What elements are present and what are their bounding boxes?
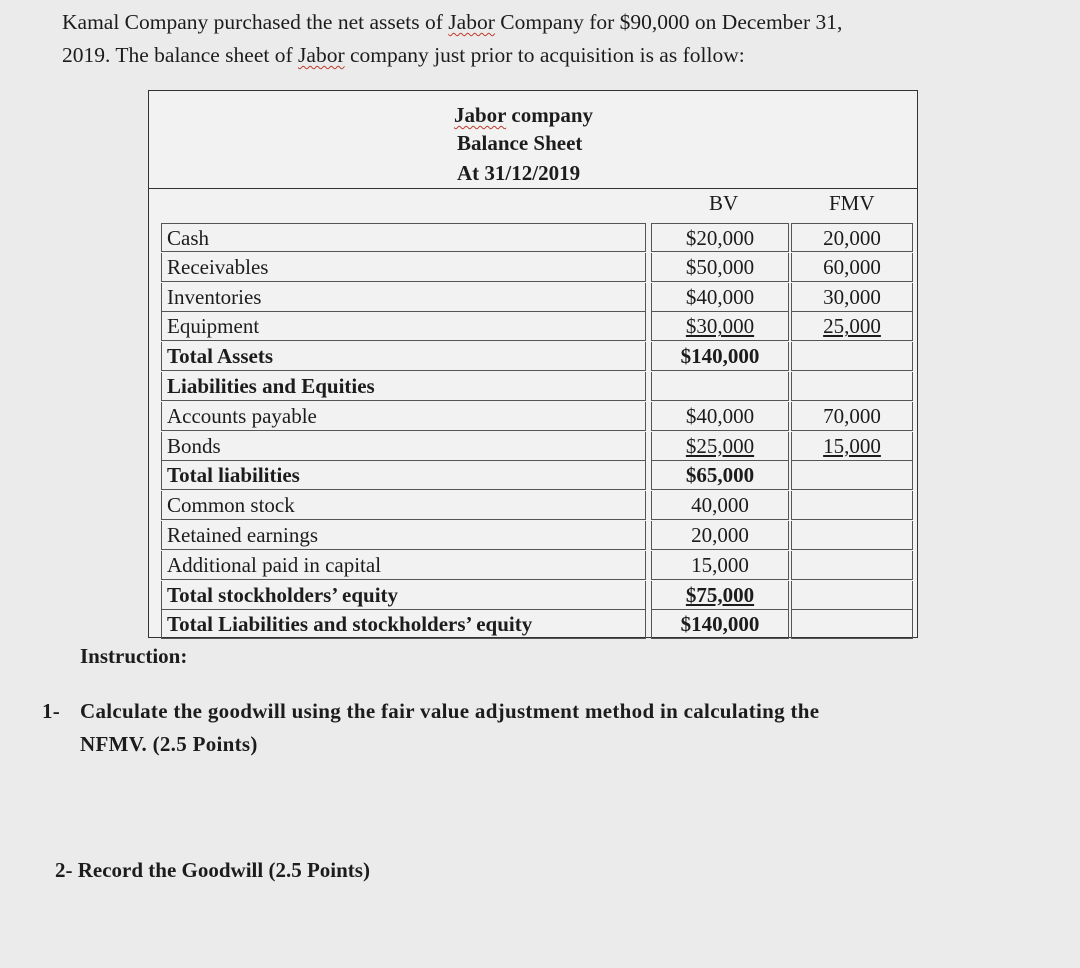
table-row (161, 521, 919, 550)
row-label: Receivables (161, 253, 646, 282)
row-label: Inventories (161, 283, 646, 312)
row-fair-market-value (791, 551, 913, 580)
sheet-subtitle: Balance Sheet (457, 131, 583, 155)
row-label: Accounts payable (161, 402, 646, 431)
table-row (161, 342, 919, 371)
row-fair-market-value (791, 581, 913, 610)
table-row (161, 223, 919, 252)
row-book-value: $75,000 (651, 581, 789, 610)
row-fair-market-value (791, 342, 913, 371)
table-row (161, 610, 919, 639)
row-book-value: $50,000 (651, 253, 789, 282)
row-label: Total stockholders’ equity (161, 581, 646, 610)
row-fair-market-value: 15,000 (791, 432, 913, 461)
row-label: Cash (161, 223, 646, 252)
table-row (161, 551, 919, 580)
row-book-value: $40,000 (651, 283, 789, 312)
row-book-value: $40,000 (651, 402, 789, 431)
column-header-fmv: FMV (829, 191, 875, 215)
row-fair-market-value: 25,000 (791, 312, 913, 341)
row-label: Total Assets (161, 342, 646, 371)
question-1-text-cont: NFMV. (2.5 Points) (80, 732, 258, 756)
instruction-label: Instruction: (80, 644, 188, 668)
row-label: Liabilities and Equities (161, 372, 646, 401)
balance-sheet-table (148, 90, 918, 638)
question-1 (42, 695, 1002, 761)
row-label: Bonds (161, 432, 646, 461)
company-title: Jabor company (454, 103, 594, 127)
row-book-value: $20,000 (651, 223, 789, 252)
row-book-value: $65,000 (651, 461, 789, 490)
row-book-value: $140,000 (651, 610, 789, 639)
problem-statement (62, 6, 1052, 72)
intro-line-2: 2019. The balance sheet of Jabor company just prior to acquisition is as follow: (62, 43, 745, 67)
row-label: Common stock (161, 491, 646, 520)
row-fair-market-value: 70,000 (791, 402, 913, 431)
table-row (161, 283, 919, 312)
row-label: Total liabilities (161, 461, 646, 490)
row-book-value: 40,000 (651, 491, 789, 520)
table-row (161, 432, 919, 461)
balance-sheet-header (149, 91, 917, 189)
table-row (161, 581, 919, 610)
row-fair-market-value (791, 372, 913, 401)
row-fair-market-value (791, 610, 913, 639)
sheet-date: At 31/12/2019 (457, 161, 581, 185)
column-header-bv: BV (709, 191, 739, 215)
row-book-value: 20,000 (651, 521, 789, 550)
question-1-number: 1- (42, 699, 61, 723)
row-book-value: $140,000 (651, 342, 789, 371)
row-fair-market-value (791, 521, 913, 550)
row-label: Additional paid in capital (161, 551, 646, 580)
table-row (161, 461, 919, 490)
row-book-value: $25,000 (651, 432, 789, 461)
table-row (161, 491, 919, 520)
row-label: Equipment (161, 312, 646, 341)
table-row (161, 253, 919, 282)
row-label: Total Liabilities and stockholders’ equity (161, 610, 646, 639)
table-row (161, 372, 919, 401)
question-1-text: Calculate the goodwill using the fair value adjustment method in calculating the (80, 699, 820, 723)
table-row (161, 402, 919, 431)
row-fair-market-value (791, 461, 913, 490)
row-fair-market-value (791, 491, 913, 520)
table-row (161, 312, 919, 341)
row-book-value: 15,000 (651, 551, 789, 580)
row-fair-market-value: 60,000 (791, 253, 913, 282)
spellcheck-word: Jabor (298, 43, 345, 67)
row-fair-market-value: 30,000 (791, 283, 913, 312)
question-2: 2- Record the Goodwill (2.5 Points) (55, 858, 370, 882)
spellcheck-word: Jabor (448, 10, 495, 34)
row-label: Retained earnings (161, 521, 646, 550)
row-book-value (651, 372, 789, 401)
row-fair-market-value: 20,000 (791, 223, 913, 252)
row-book-value: $30,000 (651, 312, 789, 341)
intro-line-1: Kamal Company purchased the net assets of Jabor Company for $90,000 on December 31, (62, 10, 843, 34)
